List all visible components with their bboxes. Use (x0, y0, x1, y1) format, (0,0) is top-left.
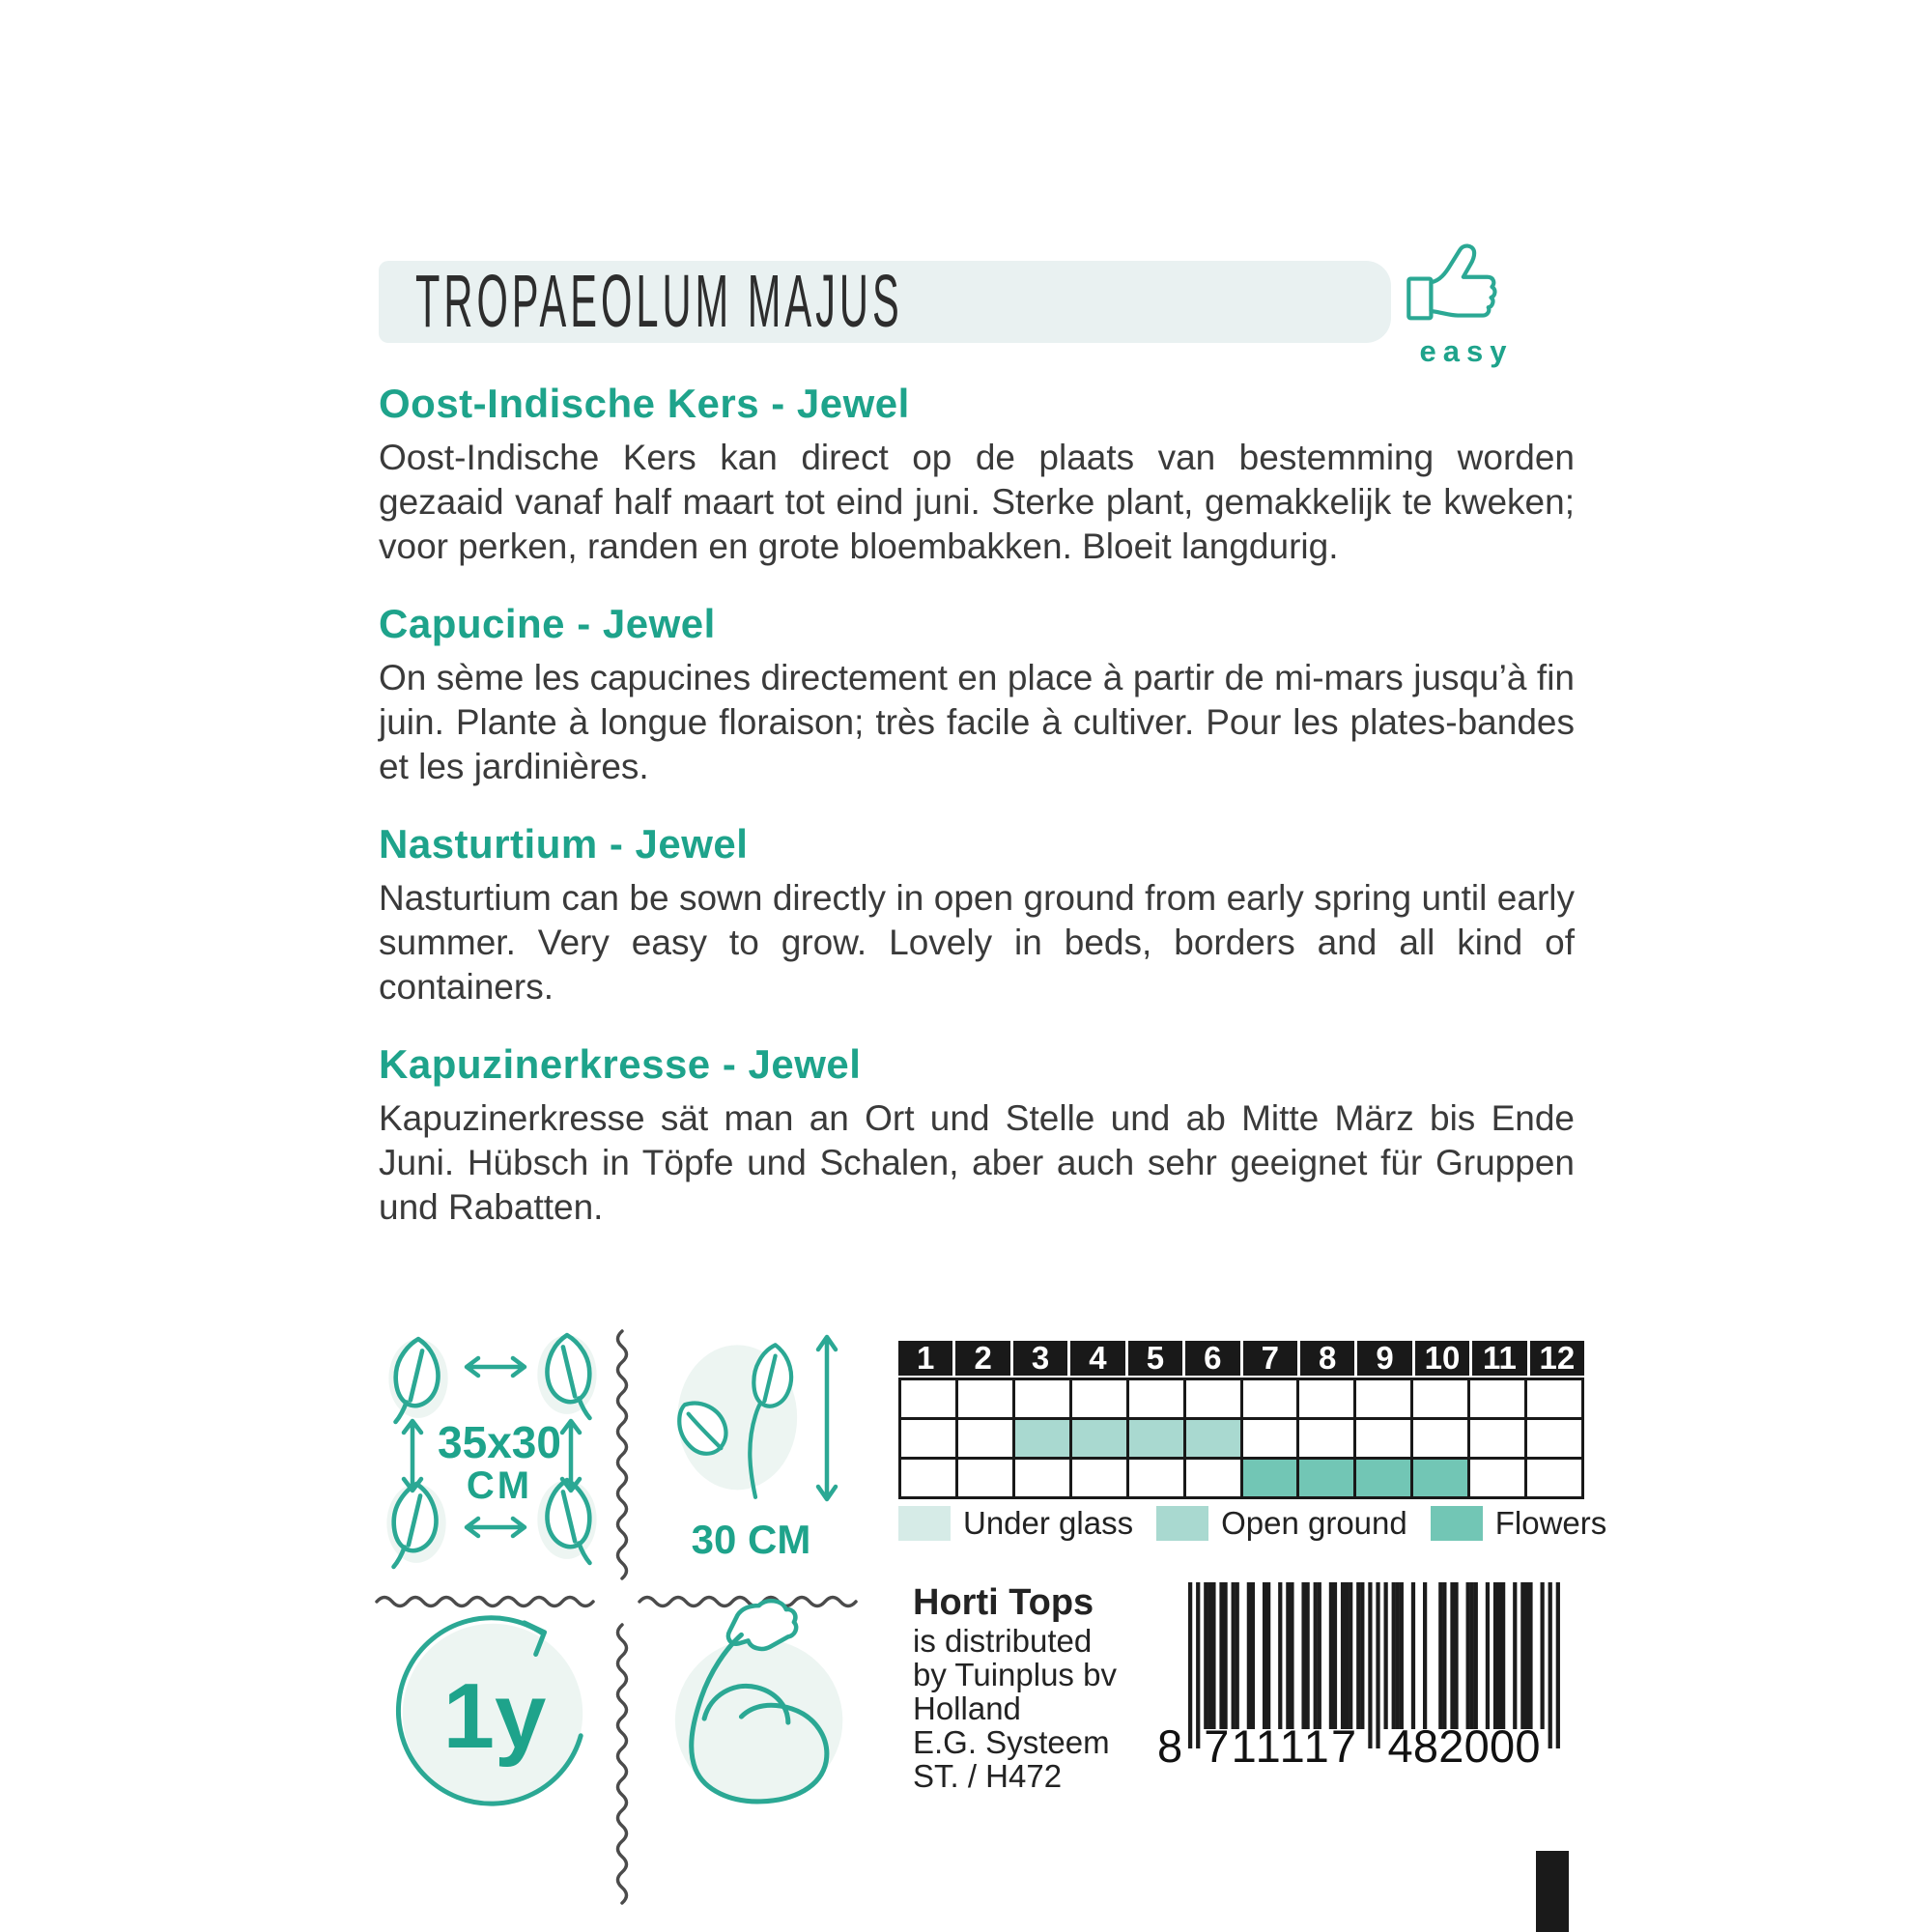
calendar-cell (1470, 1420, 1524, 1457)
calendar-month-cell: 11 (1472, 1341, 1526, 1376)
section-dutch (379, 381, 1575, 569)
calendar-month-cell: 6 (1185, 1341, 1239, 1376)
calendar-cell (958, 1380, 1012, 1417)
svg-text:482000: 482000 (1387, 1720, 1541, 1772)
calendar-cell (1356, 1380, 1410, 1417)
calendar-cell (1129, 1380, 1183, 1417)
calendar-cell (1186, 1380, 1240, 1417)
legend-item (1431, 1505, 1607, 1542)
distributor-line: by Tuinplus bv (913, 1657, 1117, 1692)
section-body: Oost-Indische Kers kan direct op de plaats van bestemming worden gezaaid vanaf half maart tot eind juni. Sterke plant, gemakkelijk te kweken; voor perken, randen en grote bloembakken. Bloeit langdurig. (379, 438, 1575, 566)
calendar-cell (1243, 1420, 1297, 1457)
calendar-month-header (898, 1341, 1584, 1376)
plant-height-pictogram (667, 1329, 860, 1571)
plant-spacing-pictogram (379, 1329, 620, 1565)
height-arrow-icon (813, 1329, 840, 1507)
calendar-cell (1129, 1460, 1183, 1496)
title-banner (379, 261, 1391, 343)
section-german (379, 1041, 1575, 1230)
legend-label: Open ground (1221, 1505, 1407, 1541)
section-heading: Oost-Indische Kers - Jewel (379, 381, 910, 426)
section-body: On sème les capucines directement en place à partir de mi-mars jusqu’à fin juin. Plante à longue floraison; très facile à cultiver. Pour les plates-bandes et les jardinières. (379, 658, 1575, 786)
calendar-cell (901, 1420, 955, 1457)
calendar-cell (901, 1380, 955, 1417)
calendar-cell (1072, 1460, 1126, 1496)
calendar-cell (1356, 1460, 1410, 1496)
calendar-month-cell: 5 (1128, 1341, 1182, 1376)
leaf-icon (383, 1333, 452, 1424)
lifecycle-pictogram (384, 1602, 605, 1822)
easy-label: easy (1419, 334, 1514, 368)
calendar-month-cell: 4 (1070, 1341, 1124, 1376)
distributor-line: ST. / H472 (913, 1758, 1063, 1794)
calendar-cell (1356, 1420, 1410, 1457)
legend-label: Under glass (963, 1505, 1134, 1541)
divider-wavy-vertical (612, 1331, 632, 1598)
calendar-cell (1072, 1380, 1126, 1417)
calendar-cell (1186, 1420, 1240, 1457)
easy-badge (1403, 238, 1530, 369)
section-heading: Nasturtium - Jewel (379, 821, 749, 867)
muscle-arm-icon (643, 1594, 854, 1818)
height-value: 30 CM (691, 1517, 811, 1562)
lifecycle-value: 1y (442, 1664, 547, 1768)
calendar-cell (1015, 1460, 1069, 1496)
calendar-cell (958, 1460, 1012, 1496)
legend-label: Flowers (1494, 1505, 1607, 1541)
calendar-cell (1243, 1380, 1297, 1417)
calendar-cell (1527, 1460, 1581, 1496)
calendar-month-cell: 1 (898, 1341, 952, 1376)
calendar-month-cell: 12 (1530, 1341, 1584, 1376)
calendar-cell (1299, 1460, 1353, 1496)
spacing-unit: CM (466, 1464, 533, 1507)
calendar-cell (1015, 1380, 1069, 1417)
section-body: Nasturtium can be sown directly in open ground from early spring until early summer. Very easy to grow. Lovely in beds, borders and all kind of containers. (379, 878, 1575, 1007)
divider-wavy-vertical (612, 1625, 632, 1915)
calendar-cell (1015, 1420, 1069, 1457)
distributor-line: Holland (913, 1690, 1021, 1726)
legend-swatch-flowers (1431, 1506, 1483, 1541)
legend-swatch-under-glass (898, 1506, 951, 1541)
section-english (379, 821, 1575, 1009)
latin-name-title: TROPAEOLUM MAJUS (415, 260, 903, 344)
calendar-cell (1413, 1380, 1467, 1417)
strong-plant-pictogram (643, 1594, 854, 1818)
distributor-line: E.G. Systeem (913, 1724, 1110, 1760)
legend-item (1156, 1505, 1407, 1542)
section-heading: Capucine - Jewel (379, 601, 716, 646)
plant-icon (668, 1335, 813, 1509)
distributor-line: is distributed (913, 1623, 1093, 1659)
calendar-cell (1413, 1460, 1467, 1496)
calendar-cell (1413, 1420, 1467, 1457)
legend-swatch-open-ground (1156, 1506, 1208, 1541)
calendar-cell (1243, 1460, 1297, 1496)
horizontal-arrow-icon (460, 1515, 531, 1540)
calendar-cell (1186, 1460, 1240, 1496)
calendar-month-cell: 7 (1243, 1341, 1297, 1376)
svg-text:8: 8 (1157, 1720, 1183, 1772)
calendar-cell (901, 1460, 955, 1496)
distributor-name: Horti Tops (913, 1582, 1094, 1623)
calendar-month-cell: 3 (1013, 1341, 1067, 1376)
leaf-icon (533, 1329, 603, 1420)
calendar-cell (1527, 1420, 1581, 1457)
calendar-cell (1299, 1420, 1353, 1457)
calendar-cell (958, 1420, 1012, 1457)
section-heading: Kapuzinerkresse - Jewel (379, 1041, 862, 1087)
horizontal-arrow-icon (460, 1354, 531, 1379)
svg-text:711117: 711117 (1204, 1720, 1357, 1772)
calendar-month-cell: 2 (955, 1341, 1009, 1376)
calendar-cell (1299, 1380, 1353, 1417)
calendar-month-cell: 8 (1300, 1341, 1354, 1376)
thumbs-up-icon (1403, 238, 1507, 334)
section-french (379, 601, 1575, 789)
calendar-cell (1072, 1420, 1126, 1457)
calendar-cell (1470, 1460, 1524, 1496)
calendar-cell (1129, 1420, 1183, 1457)
print-registration-mark (1536, 1851, 1569, 1932)
legend-item (898, 1505, 1133, 1542)
calendar-cell (1527, 1380, 1581, 1417)
calendar-month-cell: 10 (1415, 1341, 1469, 1376)
calendar-cell (1470, 1380, 1524, 1417)
calendar-legend (898, 1505, 1630, 1542)
spacing-value: 35x30 (438, 1417, 561, 1467)
calendar-month-cell: 9 (1357, 1341, 1411, 1376)
ean13-barcode (1146, 1578, 1567, 1772)
distributor-info (913, 1582, 1183, 1793)
calendar-grid (898, 1378, 1584, 1499)
section-body: Kapuzinerkresse sät man an Ort und Stelle und ab Mitte März bis Ende Juni. Hübsch in Töpfe und Schalen, aber auch sehr geeignet für Gruppen und Rabatten. (379, 1098, 1575, 1227)
